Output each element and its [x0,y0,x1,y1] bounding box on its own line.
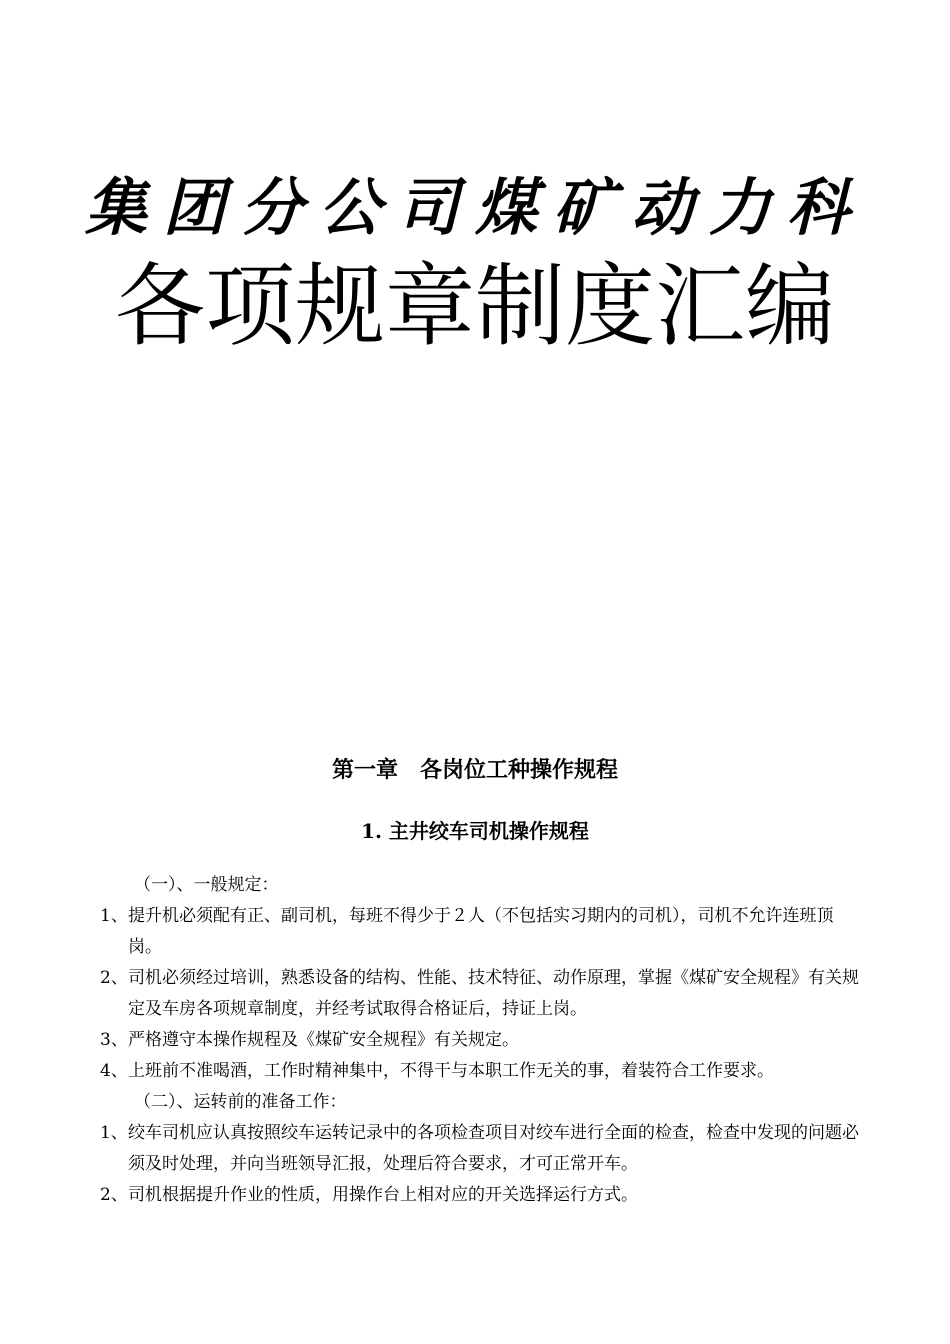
list-item-text: 绞车司机应认真按照绞车运转记录中的各项检查项目对绞车进行全面的检查，检查中发现的问题必须及时处理，并向当班领导汇报，处理后符合要求，才可正常开车。 [128,1123,859,1174]
list-item-number: 2、 [100,968,128,988]
list-item-number: 3、 [100,1030,128,1050]
list-item-number: 1、 [100,906,128,926]
list-item-number: 1、 [100,1123,128,1143]
list-item [100,1056,860,1087]
list-item [100,1118,860,1180]
list-item [100,1025,860,1056]
general-rules-heading: （一）、一般规定： [134,875,279,895]
list-item-number: 4、 [100,1061,128,1081]
list-item-number: 2、 [100,1185,128,1205]
list-item-text: 提升机必须配有正、副司机，每班不得少于２人（不包括实习期内的司机），司机不允许连班顶岗。 [128,906,834,957]
preparation-heading: （二）、运转前的准备工作： [134,1092,347,1112]
chapter-title: 第一章 各岗位工种操作规程 [331,757,618,783]
list-item-text: 上班前不准喝酒，工作时精神集中，不得干与本职工作无关的事，着装符合工作要求。 [128,1061,774,1081]
document-body [100,870,860,1211]
list-item-text: 严格遵守本操作规程及《煤矿安全规程》有关规定。 [128,1030,519,1050]
section-title: 1. 主井绞车司机操作规程 [361,819,589,843]
list-item [100,1180,860,1211]
cover-title-line1: 集团分公司煤矿动力科 [84,171,865,244]
cover-title-line2: 各项规章制度汇编 [115,254,835,359]
list-item [100,963,860,1025]
list-item-text: 司机根据提升作业的性质，用操作台上相对应的开关选择运行方式。 [128,1185,638,1205]
list-item [100,901,860,963]
list-item-text: 司机必须经过培训，熟悉设备的结构、性能、技术特征、动作原理，掌握《煤矿安全规程》有关规定及车房各项规章制度，并经考试取得合格证后，持证上岗。 [128,968,859,1019]
